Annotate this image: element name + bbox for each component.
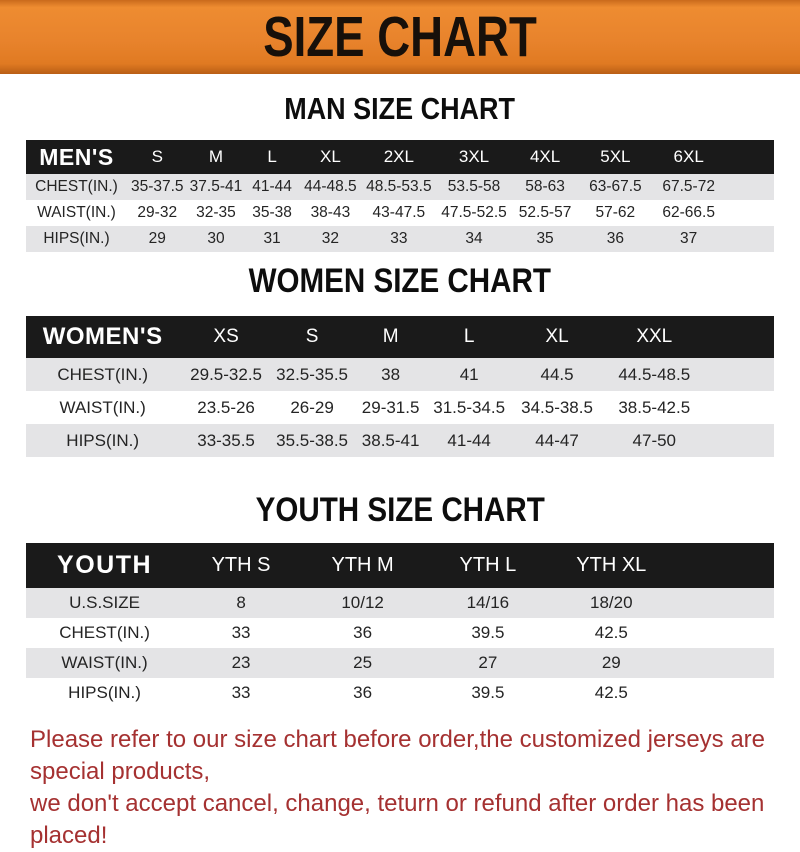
row-filler [703,424,774,457]
size-value: 25 [299,648,426,678]
column-header: 3XL [437,140,512,174]
column-header: 6XL [652,140,725,174]
size-value: 32 [300,226,361,252]
size-value: 33 [183,678,299,708]
size-value: 14/16 [426,588,549,618]
row-label: HIPS(IN.) [26,226,127,252]
size-table-group-label: WOMEN'S [26,316,179,358]
row-label: HIPS(IN.) [26,424,179,457]
size-value: 41 [430,358,509,391]
size-value: 62-66.5 [652,200,725,226]
column-header: L [430,316,509,358]
size-value: 36 [299,618,426,648]
size-value: 57-62 [579,200,652,226]
women-size-section [0,262,800,457]
size-value: 47.5-52.5 [437,200,512,226]
row-filler [725,226,774,252]
size-value: 41-44 [244,174,299,200]
column-header: XL [300,140,361,174]
size-value: 18/20 [550,588,673,618]
table-row [26,424,774,457]
column-header: YTH XL [550,543,673,588]
size-value: 33 [183,618,299,648]
column-header: XS [179,316,273,358]
men-section-heading [0,90,800,128]
column-header: 4XL [511,140,578,174]
column-header: XL [508,316,605,358]
size-value: 34.5-38.5 [508,391,605,424]
size-value: 32.5-35.5 [273,358,352,391]
row-label: WAIST(IN.) [26,200,127,226]
row-filler [703,391,774,424]
size-value: 63-67.5 [579,174,652,200]
size-value: 29 [550,648,673,678]
size-value: 38.5-41 [351,424,430,457]
size-value: 37.5-41 [188,174,245,200]
row-label: U.S.SIZE [26,588,183,618]
size-value: 29-32 [127,200,188,226]
men-size-section [0,90,800,252]
size-value: 39.5 [426,618,549,648]
size-value: 44-47 [508,424,605,457]
size-value: 52.5-57 [511,200,578,226]
size-value: 41-44 [430,424,509,457]
order-policy-line-2: we don't accept cancel, change, teturn or refund after order has been placed! [30,790,765,849]
size-value: 44.5-48.5 [606,358,703,391]
row-filler [725,174,774,200]
column-header: S [127,140,188,174]
size-value: 35-37.5 [127,174,188,200]
size-value: 38 [351,358,430,391]
order-policy-line-1: Please refer to our size chart before order,the customized jerseys are special products, [30,726,766,785]
men-section-heading-text: MAN SIZE CHART [284,91,516,126]
size-value: 31.5-34.5 [430,391,509,424]
size-value: 29 [127,226,188,252]
column-header: 5XL [579,140,652,174]
size-value: 42.5 [550,678,673,708]
table-row [26,358,774,391]
column-header: YTH M [299,543,426,588]
women-section-heading-text: WOMEN SIZE CHART [248,262,552,300]
size-value: 29-31.5 [351,391,430,424]
size-value: 33-35.5 [179,424,273,457]
row-filler [725,200,774,226]
size-value: 58-63 [511,174,578,200]
youth-size-table [26,543,774,708]
header-filler [725,140,774,174]
column-header: XXL [606,316,703,358]
size-value: 38-43 [300,200,361,226]
column-header: YTH L [426,543,549,588]
column-header: L [244,140,299,174]
size-value: 42.5 [550,618,673,648]
size-value: 47-50 [606,424,703,457]
row-filler [673,618,774,648]
size-value: 38.5-42.5 [606,391,703,424]
size-table-group-label: YOUTH [26,543,183,588]
size-value: 31 [244,226,299,252]
table-row [26,648,774,678]
size-value: 32-35 [188,200,245,226]
column-header: YTH S [183,543,299,588]
size-value: 23 [183,648,299,678]
size-table-header-row [26,543,774,588]
row-label: HIPS(IN.) [26,678,183,708]
order-policy-note [30,724,800,852]
row-label: WAIST(IN.) [26,391,179,424]
column-header: S [273,316,352,358]
size-value: 33 [361,226,437,252]
row-filler [703,358,774,391]
size-value: 48.5-53.5 [361,174,437,200]
size-value: 44-48.5 [300,174,361,200]
table-row [26,200,774,226]
size-value: 8 [183,588,299,618]
row-label: CHEST(IN.) [26,174,127,200]
size-value: 37 [652,226,725,252]
size-value: 29.5-32.5 [179,358,273,391]
men-size-table [26,140,774,252]
size-table-header-row [26,140,774,174]
size-value: 53.5-58 [437,174,512,200]
column-header: 2XL [361,140,437,174]
size-table-group-label: MEN'S [26,140,127,174]
row-label: WAIST(IN.) [26,648,183,678]
header-filler [703,316,774,358]
youth-size-section [0,491,800,708]
size-value: 10/12 [299,588,426,618]
column-header: M [351,316,430,358]
row-filler [673,678,774,708]
size-value: 34 [437,226,512,252]
youth-section-heading-text: YOUTH SIZE CHART [255,491,545,529]
table-row [26,588,774,618]
size-value: 30 [188,226,245,252]
row-filler [673,648,774,678]
size-value: 43-47.5 [361,200,437,226]
table-row [26,678,774,708]
banner-title: SIZE CHART [263,5,537,69]
table-row [26,618,774,648]
size-value: 26-29 [273,391,352,424]
size-chart-banner [0,0,800,74]
size-value: 27 [426,648,549,678]
size-value: 44.5 [508,358,605,391]
column-header: M [188,140,245,174]
size-table-header-row [26,316,774,358]
women-section-heading [0,262,800,300]
row-label: CHEST(IN.) [26,618,183,648]
size-value: 67.5-72 [652,174,725,200]
women-size-table [26,316,774,457]
table-row [26,391,774,424]
header-filler [673,543,774,588]
size-value: 39.5 [426,678,549,708]
size-value: 36 [579,226,652,252]
size-value: 36 [299,678,426,708]
size-value: 35-38 [244,200,299,226]
size-value: 23.5-26 [179,391,273,424]
row-label: CHEST(IN.) [26,358,179,391]
size-value: 35 [511,226,578,252]
youth-section-heading [0,491,800,529]
table-row [26,174,774,200]
table-row [26,226,774,252]
row-filler [673,588,774,618]
size-value: 35.5-38.5 [273,424,352,457]
